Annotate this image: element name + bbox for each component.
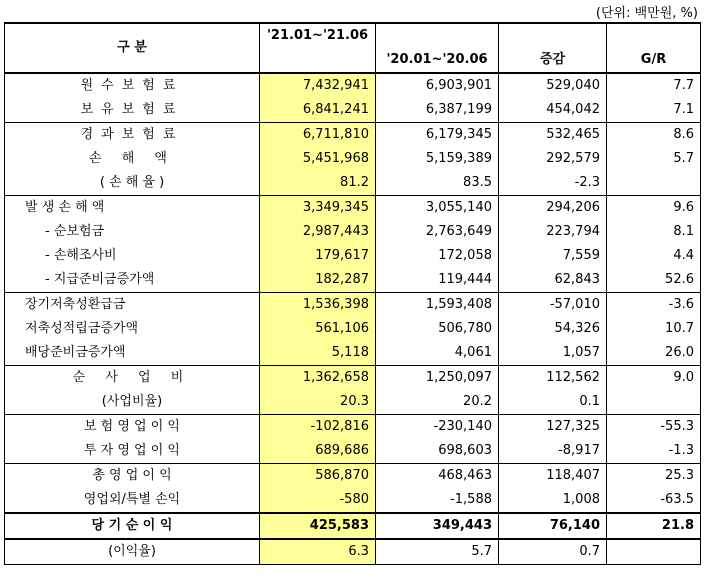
row-label: 장기저축성환급금 [5, 293, 260, 318]
value-current: 81.2 [260, 171, 376, 196]
value-change: 454,042 [499, 98, 607, 123]
value-current: 5,118 [260, 341, 376, 366]
table-row [5, 539, 701, 565]
value-current: 425,583 [260, 513, 376, 539]
table-row [5, 268, 701, 293]
header-previous-period: '20.01~'20.06 [376, 48, 499, 73]
value-previous: 5,159,389 [376, 147, 499, 171]
row-label: (사업비율) [5, 390, 260, 415]
header-current-period: '21.01~'21.06 [260, 23, 376, 73]
value-change: 0.7 [499, 539, 607, 565]
row-label: 순 사 업 비 [5, 366, 260, 391]
value-change: 0.1 [499, 390, 607, 415]
value-change: -2.3 [499, 171, 607, 196]
table-row [5, 123, 701, 148]
value-growth: 7.7 [607, 73, 701, 98]
financial-table [4, 22, 701, 565]
value-growth [607, 171, 701, 196]
value-growth: 4.4 [607, 244, 701, 268]
value-current: 2,987,443 [260, 220, 376, 244]
row-label: 보유보험료 [5, 98, 260, 123]
value-current: 1,536,398 [260, 293, 376, 318]
value-growth: -55.3 [607, 415, 701, 440]
value-current: 1,362,658 [260, 366, 376, 391]
value-current: 7,432,941 [260, 73, 376, 98]
header-category: 구 분 [5, 23, 260, 73]
value-growth: 21.8 [607, 513, 701, 539]
value-growth: -63.5 [607, 488, 701, 513]
value-change: -8,917 [499, 439, 607, 464]
value-previous: 20.2 [376, 390, 499, 415]
row-label: 경과보험료 [5, 123, 260, 148]
value-change: 292,579 [499, 147, 607, 171]
table-row [5, 366, 701, 391]
row-label: 영업외/특별 손익 [5, 488, 260, 513]
value-change: 112,562 [499, 366, 607, 391]
table-row [5, 244, 701, 268]
value-growth: 10.7 [607, 317, 701, 341]
value-growth: -1.3 [607, 439, 701, 464]
row-label: 발 생 손 해 액 [5, 196, 260, 221]
value-current: 689,686 [260, 439, 376, 464]
value-previous: 5.7 [376, 539, 499, 565]
value-growth: 9.6 [607, 196, 701, 221]
row-label: 총 영 업 이 익 [5, 464, 260, 489]
row-label: ( 손 해 율 ) [5, 171, 260, 196]
value-current: 6,841,241 [260, 98, 376, 123]
table-row [5, 73, 701, 98]
table-row [5, 293, 701, 318]
table-row [5, 464, 701, 489]
value-change: -57,010 [499, 293, 607, 318]
table-row [5, 196, 701, 221]
value-previous: 119,444 [376, 268, 499, 293]
table-row [5, 147, 701, 171]
value-previous: 468,463 [376, 464, 499, 489]
value-previous: 4,061 [376, 341, 499, 366]
row-label: (이익율) [5, 539, 260, 565]
value-previous: 2,763,649 [376, 220, 499, 244]
value-growth: 8.6 [607, 123, 701, 148]
value-previous: -230,140 [376, 415, 499, 440]
value-change: 7,559 [499, 244, 607, 268]
value-previous: 3,055,140 [376, 196, 499, 221]
table-row [5, 171, 701, 196]
table-row [5, 390, 701, 415]
header-blank-3 [607, 23, 701, 48]
table-row [5, 488, 701, 513]
value-growth [607, 539, 701, 565]
row-label: 당 기 순 이 익 [5, 513, 260, 539]
value-growth: 26.0 [607, 341, 701, 366]
row-label: - 순보험금 [5, 220, 260, 244]
header-blank-2 [499, 23, 607, 48]
table-row [5, 439, 701, 464]
value-current: 179,617 [260, 244, 376, 268]
value-growth: 7.1 [607, 98, 701, 123]
value-growth [607, 390, 701, 415]
unit-note: (단위: 백만원, %) [595, 6, 698, 21]
value-change: 127,325 [499, 415, 607, 440]
value-current: 3,349,345 [260, 196, 376, 221]
value-previous: -1,588 [376, 488, 499, 513]
row-label: - 손해조사비 [5, 244, 260, 268]
table-row [5, 317, 701, 341]
value-previous: 6,179,345 [376, 123, 499, 148]
value-current: 586,870 [260, 464, 376, 489]
value-change: 1,008 [499, 488, 607, 513]
value-change: 76,140 [499, 513, 607, 539]
row-label: - 지급준비금증가액 [5, 268, 260, 293]
table-row [5, 98, 701, 123]
value-growth: 52.6 [607, 268, 701, 293]
row-label: 보 험 영 업 이 익 [5, 415, 260, 440]
value-change: 532,465 [499, 123, 607, 148]
value-current: 5,451,968 [260, 147, 376, 171]
value-growth: 5.7 [607, 147, 701, 171]
value-current: -102,816 [260, 415, 376, 440]
value-previous: 1,593,408 [376, 293, 499, 318]
value-change: 54,326 [499, 317, 607, 341]
value-growth: 25.3 [607, 464, 701, 489]
value-growth: 8.1 [607, 220, 701, 244]
value-growth: 9.0 [607, 366, 701, 391]
value-previous: 6,387,199 [376, 98, 499, 123]
row-label: 배당준비금증가액 [5, 341, 260, 366]
value-current: 561,106 [260, 317, 376, 341]
row-label: 원수보험료 [5, 73, 260, 98]
value-previous: 698,603 [376, 439, 499, 464]
value-current: 6,711,810 [260, 123, 376, 148]
value-current: 20.3 [260, 390, 376, 415]
header-blank-1 [376, 23, 499, 48]
value-change: 1,057 [499, 341, 607, 366]
value-current: -580 [260, 488, 376, 513]
table-row [5, 415, 701, 440]
value-change: 118,407 [499, 464, 607, 489]
value-current: 182,287 [260, 268, 376, 293]
header-growth-rate: G/R [607, 48, 701, 73]
value-current: 6.3 [260, 539, 376, 565]
value-previous: 506,780 [376, 317, 499, 341]
value-previous: 83.5 [376, 171, 499, 196]
row-label: 저축성적립금증가액 [5, 317, 260, 341]
table-row [5, 220, 701, 244]
value-previous: 1,250,097 [376, 366, 499, 391]
value-previous: 6,903,901 [376, 73, 499, 98]
value-change: 223,794 [499, 220, 607, 244]
value-change: 529,040 [499, 73, 607, 98]
header-change: 증감 [499, 48, 607, 73]
value-previous: 349,443 [376, 513, 499, 539]
value-growth: -3.6 [607, 293, 701, 318]
value-previous: 172,058 [376, 244, 499, 268]
table-row [5, 513, 701, 539]
row-label: 투 자 영 업 이 익 [5, 439, 260, 464]
value-change: 294,206 [499, 196, 607, 221]
row-label: 손 해 액 [5, 147, 260, 171]
value-change: 62,843 [499, 268, 607, 293]
table-row [5, 341, 701, 366]
